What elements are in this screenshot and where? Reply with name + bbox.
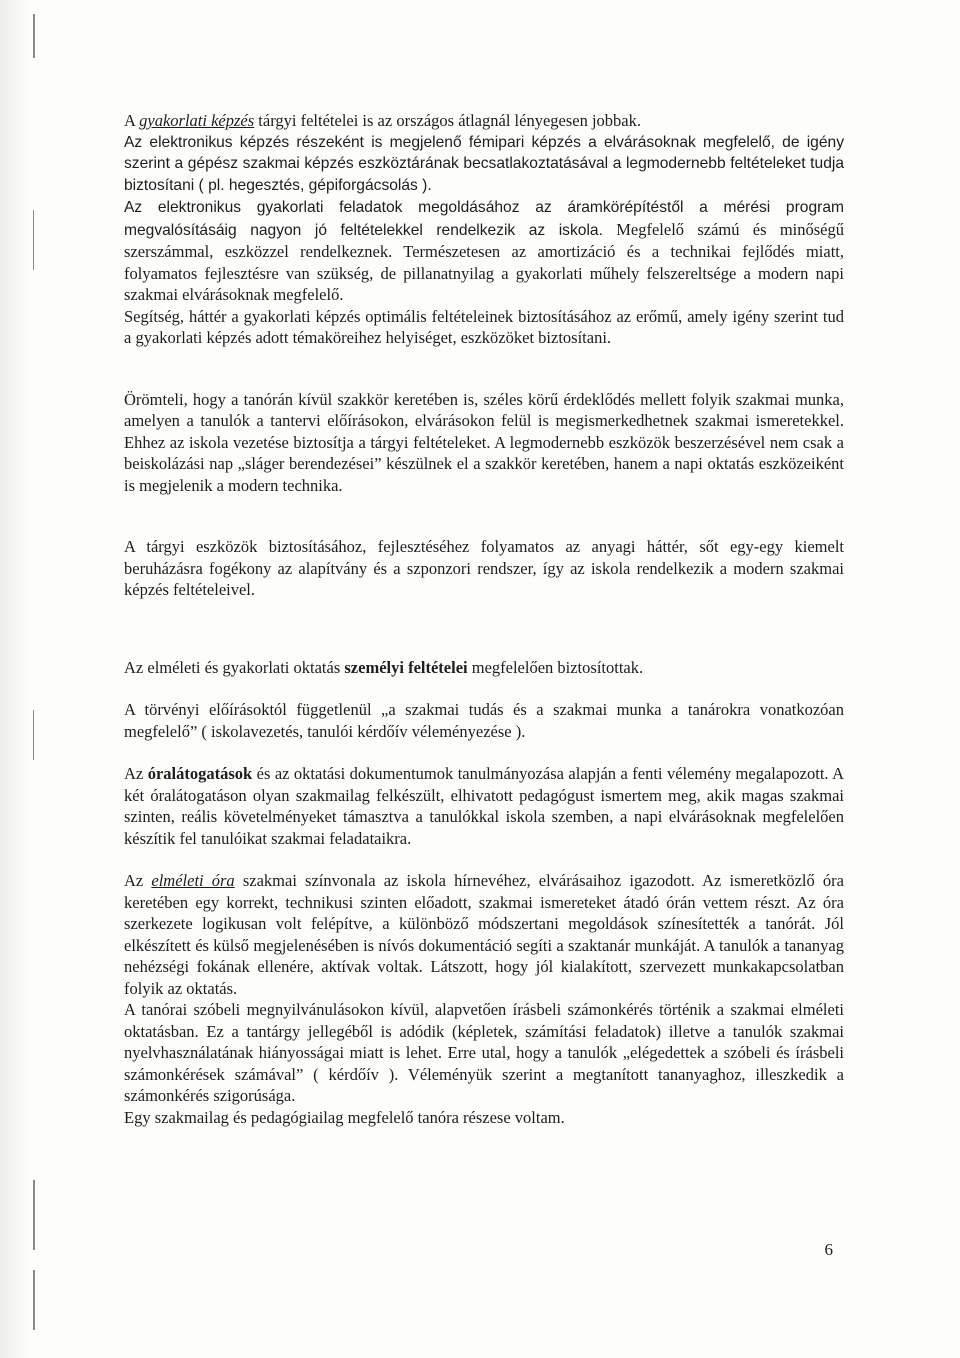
paragraph-electronics-training: Az elektronikus képzés részeként is megjelenő fémipari képzés a elvárásoknak megfelelő, de igény szerint a gépész szakmai képzés eszköztárának becsatlakoztatásával a legmodernebb feltételeket tudja biztosítani ( pl. hegesztés, gépiforgácsolás ).: [124, 133, 844, 194]
underlined-term: elméleti óra: [151, 871, 235, 890]
paragraph-practical-tasks: Az elektronikus gyakorlati feladatok megoldásához az áramkörépítéstől a mérési program megvalósításáig nagyon jó feltételekkel rendelkezik az iskola. Megfelelő számú és minőségű szerszámmal, eszközzel rendelkeznek. Természetesen az amortizáció és a technikai fejlődés miatt, folyamatos fejlesztésre van szükség, de pillanatnyilag a gyakorlati műhely felszereltsége a modern napi szakmai elvárásoknak megfelelő.: [124, 199, 844, 304]
scan-edge-mark: [33, 1270, 35, 1330]
page-number: 6: [824, 1240, 833, 1259]
scan-edge-mark: [33, 210, 34, 270]
paragraph-assessment: A tanórai szóbeli megnyilvánulásokon kívül, alapvetően írásbeli számonkérés történik a szakmai elméleti oktatásban. Ez a tantárgy jellegéből is adódik (képletek, számítási feladatok) illetve a tanulók szakmai nyelvhasználatának hiányosságai miatt is lehet. Erre utal, hogy a tanulók „elégedettek a szóbeli és írásbeli számonkérések számával” ( kérdőív ). Véleményük szerint a megtanított tananyaghoz, illeszkedik a számonkérés szigorúsága.: [124, 1000, 844, 1105]
paragraph-legal: A törvényi előírásoktól függetlenül „a szakmai tudás és a szakmai munka a tanárokra vonatkozóan megfelelő” ( iskolavezetés, tanulói kérdőív véleményezése ).: [124, 700, 844, 741]
scan-edge-mark: [33, 1180, 35, 1250]
bold-term: személyi feltételei: [344, 657, 468, 677]
scan-edge: [0, 0, 34, 1358]
paragraph-funding: A tárgyi eszközök biztosításához, fejlesztéséhez folyamatos az anyagi háttér, sőt egy-egy kiemelt beruházásra fogékony az alapítvány és a szponzori rendszer, így az iskola rendelkezik a modern szakmai képzés feltételeivel.: [124, 537, 844, 599]
paragraph-practical-conditions: A gyakorlati képzés tárgyi feltételei is az országos átlagnál lényegesen jobbak.: [124, 111, 641, 130]
paragraph-conclusion: Egy szakmailag és pedagógiailag megfelelő tanóra részese voltam.: [124, 1107, 565, 1127]
paragraph-club: Örömteli, hogy a tanórán kívül szakkör keretében is, széles körű érdeklődés mellett folyik szakmai munka, amelyen a tanulók a tantervi előírásokon, elvárásokon felül is megismerkedhetnek szakmai ismeretekkel. Ehhez az iskola vezetése biztosítja a tárgyi feltételeket. A legmodernebb eszközök beszerzésével nem csak a beiskolázási nap „sláger berendezései” készülnek el a szakkör keretében, hanem a napi oktatás eszközeiként is megjelenik a modern technika.: [124, 389, 844, 495]
document-page: [124, 110, 844, 1128]
paragraph-support: Segítség, háttér a gyakorlati képzés optimális feltételeinek biztosításához az erőmű, amely igény szerint tud a gyakorlati képzés adott témaköreihez helyiséget, eszközöket biztosítani.: [124, 306, 844, 347]
scan-edge-mark: [33, 14, 35, 58]
paragraph-personnel: Az elméleti és gyakorlati oktatás személyi feltételei megfelelően biztosítottak.: [124, 657, 644, 677]
paragraph-lesson-visits: Az óralátogatások és az oktatási dokumentumok tanulmányozása alapján a fenti vélemény megalapozott. A két óralátogatáson olyan szakmailag felkészült, elhivatott pedagógust ismertem meg, akik magas szakmai szinten, reális követelményeket támasztva a tanulókkal iskola szemben, a napi elvárásoknak megfelelően készítik fel tanulóikat szakmai feladataikra.: [124, 764, 844, 848]
bold-term: óralátogatások: [147, 764, 253, 783]
underlined-term: gyakorlati képzés: [139, 111, 255, 130]
scan-edge-mark: [33, 710, 34, 760]
paragraph-theory-lesson: Az elméleti óra szakmai színvonala az iskola hírnevéhez, elvárásaihoz igazodott. Az ismeretközlő óra keretében egy korrekt, technikusi szinten előadott, szakmai ismereteket átadó órán vettem részt. Az óra szerkezete logikusan volt felépítve, a különböző módszertani megoldások színesítették a tanórát. Jól elkészített és külső megjelenésében is nívós dokumentáció segíti a szaktanár munkáját. A tanulók a tananyag nehézségi fokának ellenére, aktívak voltak. Látszott, hogy jól kialakított, szervezett munkakapcsolatban folyik az oktatás.: [124, 871, 844, 998]
